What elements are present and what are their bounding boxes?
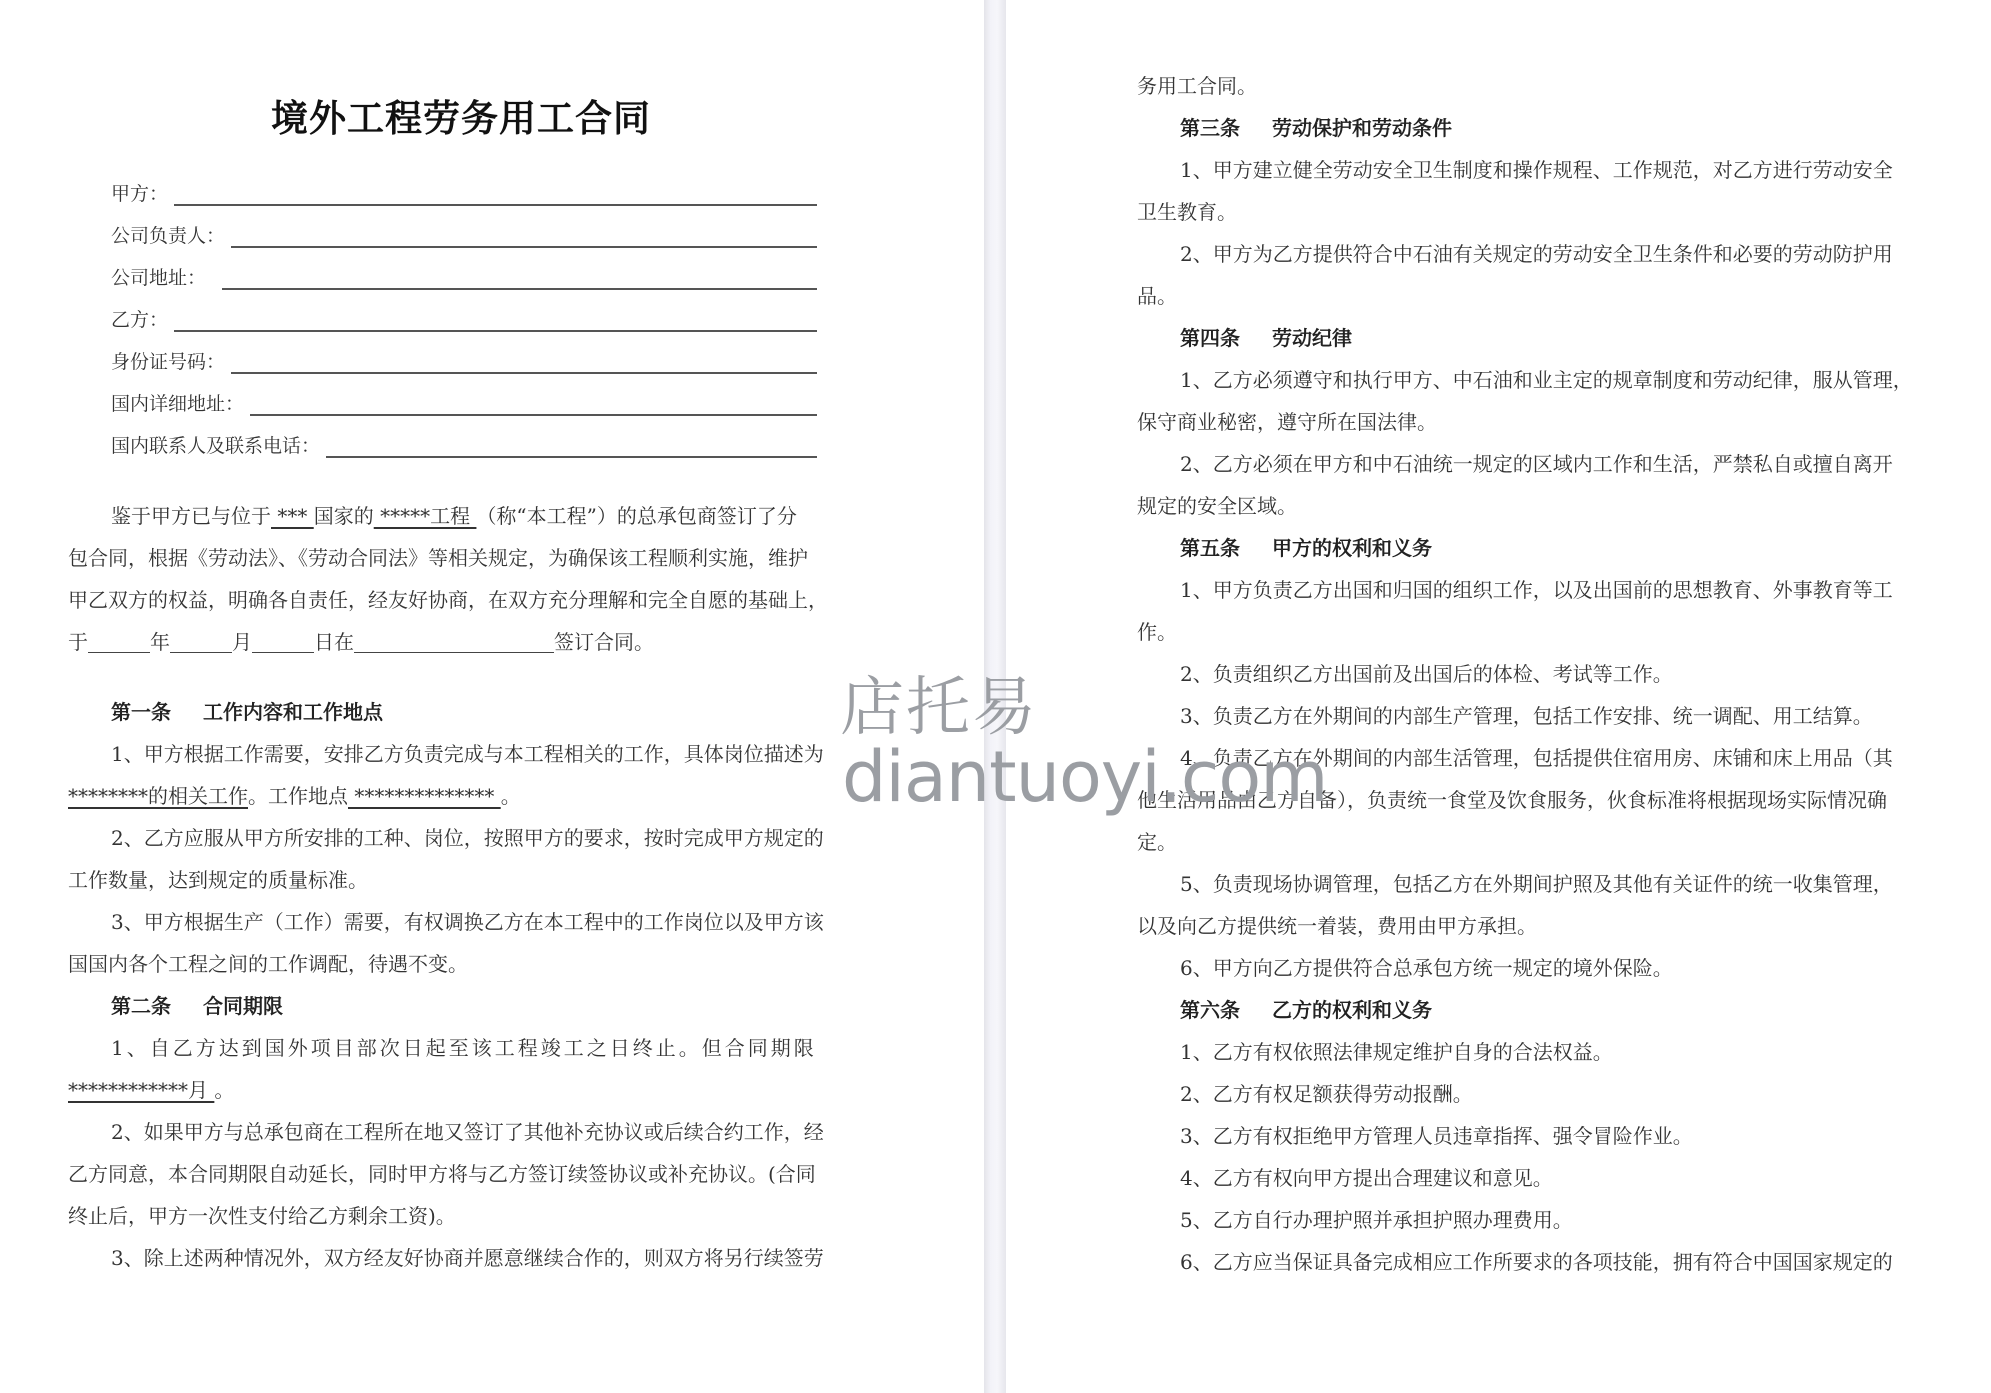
article-number: 第二条 bbox=[111, 994, 171, 1018]
a6-p5: 5、乙方自行办理护照并承担护照办理费用。 bbox=[1180, 1208, 1573, 1232]
job-description-blank: ********的相关工作 bbox=[68, 784, 248, 808]
article-3-heading bbox=[1180, 114, 1452, 142]
country-blank: *** bbox=[271, 504, 314, 528]
watermark-brand-cn: 店托易 bbox=[840, 671, 1038, 745]
a4-p2-l1: 2、乙方必须在甲方和中石油统一规定的区域内工作和生活，严禁私自或擅自离开 bbox=[1180, 452, 1893, 476]
form-field-domestic-contact[interactable] bbox=[111, 428, 817, 458]
form-label: 公司负责人： bbox=[111, 225, 226, 247]
form-input-line[interactable] bbox=[174, 182, 817, 206]
text: 年 bbox=[150, 630, 170, 654]
article-6-heading bbox=[1180, 996, 1432, 1024]
a6-p4: 4、乙方有权向甲方提出合理建议和意见。 bbox=[1180, 1166, 1553, 1190]
project-blank: *****工程 bbox=[373, 504, 477, 528]
form-label: 国内联系人及联系电话： bbox=[111, 435, 321, 457]
form-label: 国内详细地址： bbox=[111, 393, 245, 415]
article-title: 劳动保护和劳动条件 bbox=[1272, 116, 1452, 140]
a1-p1-l1: 1、甲方根据工作需要，安排乙方负责完成与本工程相关的工作，具体岗位描述为 bbox=[111, 742, 824, 766]
text: 鉴于甲方已与位于 bbox=[111, 504, 271, 528]
article-number: 第四条 bbox=[1180, 326, 1240, 350]
text: 。 bbox=[214, 1078, 235, 1102]
article-5-heading bbox=[1180, 534, 1432, 562]
a5-p1-l1: 1、甲方负责乙方出国和归国的组织工作，以及出国前的思想教育、外事教育等工 bbox=[1180, 578, 1893, 602]
form-field-id-number[interactable] bbox=[111, 344, 817, 374]
article-number: 第六条 bbox=[1180, 998, 1240, 1022]
form-input-line[interactable] bbox=[222, 266, 817, 290]
document-title: 境外工程劳务用工合同 bbox=[271, 96, 651, 140]
contract-term-blank: ************月 bbox=[68, 1078, 215, 1102]
text: 月 bbox=[232, 630, 252, 654]
form-label: 乙方： bbox=[111, 309, 169, 331]
a4-p2-l2: 规定的安全区域。 bbox=[1137, 494, 1297, 518]
form-field-company-address[interactable] bbox=[111, 260, 817, 290]
page-gutter bbox=[984, 0, 1006, 1393]
a2-p2-l3: 终止后，甲方一次性支付给乙方剩余工资)。 bbox=[68, 1204, 456, 1228]
page-right bbox=[1006, 0, 1991, 1393]
form-label: 甲方： bbox=[111, 183, 169, 205]
a5-p6-l1: 6、甲方向乙方提供符合总承包方统一规定的境外保险。 bbox=[1180, 956, 1673, 980]
article-number: 第三条 bbox=[1180, 116, 1240, 140]
preamble-line-1 bbox=[111, 502, 797, 530]
a3-p2-l1: 2、甲方为乙方提供符合中石油有关规定的劳动安全卫生条件和必要的劳动防护用 bbox=[1180, 242, 1893, 266]
a2-p2-l1: 2、如果甲方与总承包商在工程所在地又签订了其他补充协议或后续合约工作，经 bbox=[111, 1120, 824, 1144]
a5-p5-l2: 以及向乙方提供统一着装，费用由甲方承担。 bbox=[1137, 914, 1537, 938]
article-number: 第一条 bbox=[111, 700, 171, 724]
article-title: 合同期限 bbox=[203, 994, 283, 1018]
preamble-line-3: 甲乙双方的权益，明确各自责任，经友好协商，在双方充分理解和完全自愿的基础上， bbox=[68, 588, 828, 612]
place-blank[interactable] bbox=[354, 632, 554, 653]
a2-p2-l2: 乙方同意，本合同期限自动延长，同时甲方将与乙方签订续签协议或补充协议。(合同 bbox=[68, 1162, 816, 1186]
a5-p1-l2: 作。 bbox=[1137, 620, 1177, 644]
a4-p1-l1: 1、乙方必须遵守和执行甲方、中石油和业主定的规章制度和劳动纪律，服从管理， bbox=[1180, 368, 1913, 392]
text: 日在 bbox=[314, 630, 354, 654]
form-field-party-b[interactable] bbox=[111, 302, 817, 332]
a6-p2: 2、乙方有权足额获得劳动报酬。 bbox=[1180, 1082, 1473, 1106]
a2-p3-l2: 务用工合同。 bbox=[1137, 74, 1257, 98]
form-input-line[interactable] bbox=[326, 434, 817, 458]
a2-p3-l1: 3、除上述两种情况外，双方经友好协商并愿意继续合作的，则双方将另行续签劳 bbox=[111, 1246, 824, 1270]
article-4-heading bbox=[1180, 324, 1352, 352]
a1-p3-l1: 3、甲方根据生产（工作）需要，有权调换乙方在本工程中的工作岗位以及甲方该 bbox=[111, 910, 824, 934]
text: （称“本工程”）的总承包商签订了分 bbox=[476, 504, 797, 528]
article-1-heading bbox=[111, 698, 383, 726]
article-number: 第五条 bbox=[1180, 536, 1240, 560]
form-label: 公司地址： bbox=[111, 267, 207, 289]
a1-p3-l2: 国国内各个工程之间的工作调配，待遇不变。 bbox=[68, 952, 468, 976]
a5-p5-l1: 5、负责现场协调管理，包括乙方在外期间护照及其他有关证件的统一收集管理， bbox=[1180, 872, 1893, 896]
article-title: 甲方的权利和义务 bbox=[1272, 536, 1432, 560]
a4-p1-l2: 保守商业秘密，遵守所在国法律。 bbox=[1137, 410, 1437, 434]
a1-p2-l1: 2、乙方应服从甲方所安排的工种、岗位，按照甲方的要求，按时完成甲方规定的 bbox=[111, 826, 824, 850]
a3-p1-l2: 卫生教育。 bbox=[1137, 200, 1237, 224]
month-blank[interactable] bbox=[170, 632, 232, 653]
a2-p1-l1: 1、自乙方达到国外项目部次日起至该工程竣工之日终止。但合同期限 bbox=[111, 1036, 817, 1060]
a5-p2-l1: 2、负责组织乙方出国前及出国后的体检、考试等工作。 bbox=[1180, 662, 1673, 686]
a6-p3: 3、乙方有权拒绝甲方管理人员违章指挥、强令冒险作业。 bbox=[1180, 1124, 1693, 1148]
a3-p2-l2: 品。 bbox=[1137, 284, 1177, 308]
a5-p4-l2: 他生活用品由乙方自备），负责统一食堂及饮食服务，伙食标准将根据现场实际情况确 bbox=[1137, 788, 1887, 812]
text: 国家的 bbox=[313, 504, 374, 528]
a1-p1-l2 bbox=[68, 782, 521, 810]
form-field-domestic-address[interactable] bbox=[111, 386, 817, 416]
a1-p2-l2: 工作数量，达到规定的质量标准。 bbox=[68, 868, 368, 892]
preamble-line-4 bbox=[68, 628, 654, 656]
form-field-party-a[interactable] bbox=[111, 176, 817, 206]
a6-p6: 6、乙方应当保证具备完成相应工作所要求的各项技能，拥有符合中国国家规定的 bbox=[1180, 1250, 1893, 1274]
text: 。 bbox=[500, 784, 521, 808]
form-input-line[interactable] bbox=[250, 392, 817, 416]
a5-p3-l1: 3、负责乙方在外期间的内部生产管理，包括工作安排、统一调配、用工结算。 bbox=[1180, 704, 1873, 728]
preamble-line-2: 包合同，根据《劳动法》、《劳动合同法》等相关规定，为确保该工程顺利实施，维护 bbox=[68, 546, 808, 570]
article-title: 乙方的权利和义务 bbox=[1272, 998, 1432, 1022]
form-field-company-head[interactable] bbox=[111, 218, 817, 248]
a5-p4-l1: 4、负责乙方在外期间的内部生活管理，包括提供住宿用房、床铺和床上用品（其 bbox=[1180, 746, 1893, 770]
a3-p1-l1: 1、甲方建立健全劳动安全卫生制度和操作规程、工作规范，对乙方进行劳动安全 bbox=[1180, 158, 1893, 182]
form-input-line[interactable] bbox=[231, 350, 817, 374]
day-blank[interactable] bbox=[252, 632, 314, 653]
a6-p1: 1、乙方有权依照法律规定维护自身的合法权益。 bbox=[1180, 1040, 1613, 1064]
article-title: 工作内容和工作地点 bbox=[203, 700, 383, 724]
form-label: 身份证号码： bbox=[111, 351, 226, 373]
work-location-blank: ************** bbox=[348, 784, 501, 808]
form-input-line[interactable] bbox=[174, 308, 817, 332]
watermark-brand-url: diantuoyi.com bbox=[842, 736, 1328, 818]
a2-p1-l2 bbox=[68, 1076, 234, 1104]
form-input-line[interactable] bbox=[231, 224, 817, 248]
page-left bbox=[0, 0, 984, 1393]
article-title: 劳动纪律 bbox=[1272, 326, 1352, 350]
text: 签订合同。 bbox=[554, 630, 654, 654]
text: 。工作地点 bbox=[248, 784, 348, 808]
a5-p4-l3: 定。 bbox=[1137, 830, 1177, 854]
text: 于 bbox=[68, 630, 88, 654]
year-blank[interactable] bbox=[88, 632, 150, 653]
article-2-heading bbox=[111, 992, 283, 1020]
